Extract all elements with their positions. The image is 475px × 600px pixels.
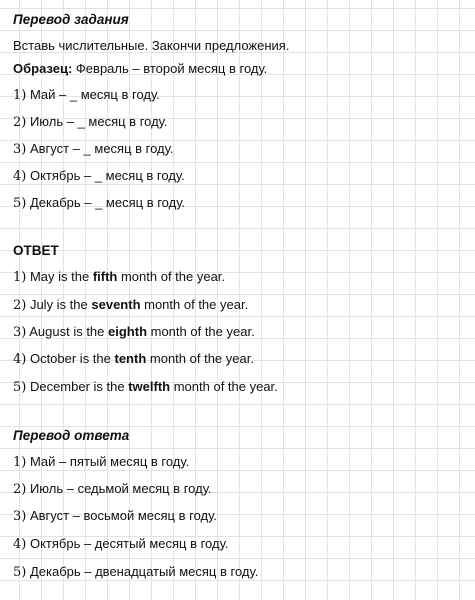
task-item xyxy=(13,141,173,158)
answer-word: twelfth xyxy=(128,379,171,394)
item-number: 4) xyxy=(13,169,27,184)
translation-item xyxy=(13,481,212,498)
answer-text-after: month of the year. xyxy=(117,269,226,284)
translation-item xyxy=(13,508,217,525)
item-text: Июль – седьмой месяц в году. xyxy=(26,481,212,496)
answer-text-before: August is the xyxy=(26,324,109,339)
answer-text-before: July is the xyxy=(26,297,92,312)
task-heading: Перевод задания xyxy=(13,12,129,27)
item-number: 3) xyxy=(13,325,27,340)
item-text: Октябрь – _ месяц в году. xyxy=(26,168,185,183)
item-text: Июль – _ месяц в году. xyxy=(26,114,168,129)
answer-text-after: month of the year. xyxy=(170,379,278,394)
translation-item xyxy=(13,564,258,581)
item-number: 5) xyxy=(13,565,27,580)
item-number: 2) xyxy=(13,115,27,130)
task-item xyxy=(13,114,168,131)
task-item xyxy=(13,195,185,212)
answer-item xyxy=(13,297,248,314)
item-number: 2) xyxy=(13,482,27,497)
item-number: 1) xyxy=(13,455,27,470)
translation-heading: Перевод ответа xyxy=(13,428,130,443)
item-number: 3) xyxy=(13,509,27,524)
answer-word: fifth xyxy=(92,269,118,284)
item-text: Декабрь – _ месяц в году. xyxy=(26,195,186,210)
item-number: 2) xyxy=(13,298,27,313)
answer-word: tenth xyxy=(114,351,147,366)
answer-text-before: October is the xyxy=(26,351,115,366)
answer-item xyxy=(13,351,254,368)
task-item xyxy=(13,87,160,104)
task-instruction: Вставь числительные. Закончи предложения. xyxy=(13,38,290,53)
item-number: 4) xyxy=(13,537,27,552)
item-number: 3) xyxy=(13,142,27,157)
answer-text-after: month of the year. xyxy=(140,297,249,312)
item-text: Май – пятый месяц в году. xyxy=(26,454,190,469)
translation-item xyxy=(13,454,189,471)
answer-text-before: May is the xyxy=(26,269,93,284)
answer-word: seventh xyxy=(91,297,141,312)
item-number: 1) xyxy=(13,270,27,285)
answer-text-after: month of the year. xyxy=(147,324,255,339)
item-text: Август – восьмой месяц в году. xyxy=(26,508,217,523)
answer-text-after: month of the year. xyxy=(146,351,254,366)
item-number: 5) xyxy=(13,196,27,211)
answer-word: eighth xyxy=(108,324,148,339)
task-example xyxy=(13,61,267,77)
item-text: Май – _ месяц в году. xyxy=(26,87,160,102)
answer-item xyxy=(13,269,225,286)
item-number: 5) xyxy=(13,380,27,395)
translation-item xyxy=(13,536,228,553)
task-item xyxy=(13,168,185,185)
item-text: Август – _ месяц в году. xyxy=(26,141,174,156)
item-number: 4) xyxy=(13,352,27,367)
example-label: Образец: xyxy=(13,61,73,76)
answer-item xyxy=(13,379,278,396)
item-text: Декабрь – двенадцатый месяц в году. xyxy=(26,564,259,579)
answer-text-before: December is the xyxy=(26,379,129,394)
item-number: 1) xyxy=(13,88,27,103)
item-text: Октябрь – десятый месяц в году. xyxy=(26,536,229,551)
answer-item xyxy=(13,324,255,341)
answer-heading: ОТВЕТ xyxy=(13,243,59,258)
example-text: Февраль – второй месяц в году. xyxy=(72,61,268,76)
